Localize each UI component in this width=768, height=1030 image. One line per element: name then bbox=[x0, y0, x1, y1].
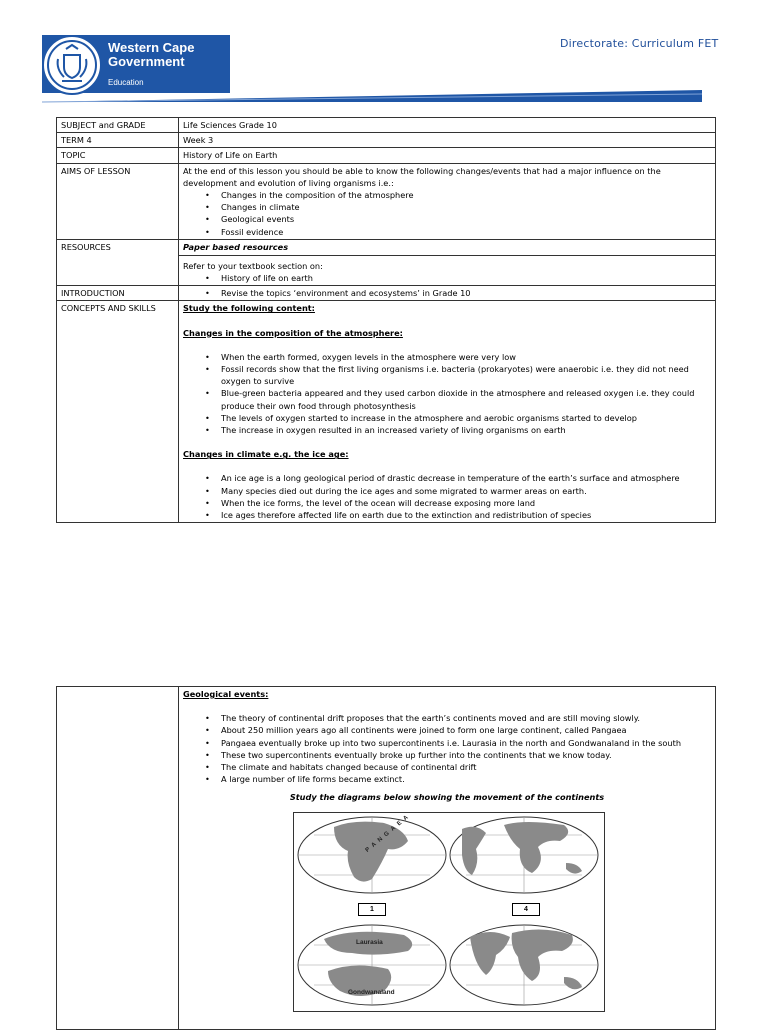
topic-label: TOPIC bbox=[57, 148, 179, 163]
wcg-logo bbox=[42, 35, 230, 93]
list-item: • Pangaea eventually broke up into two supercontinents i.e. Laurasia in the north and Gondwanaland in the south bbox=[221, 737, 711, 749]
term-label: TERM 4 bbox=[57, 133, 179, 148]
geology-content bbox=[179, 687, 716, 1030]
list-item: • Fossil records show that the first living organisms i.e. bacteria (prokaryotes) were anaerobic i.e. they did not need oxygen to survive bbox=[221, 363, 711, 387]
resources-text: Paper based resources bbox=[183, 241, 289, 252]
table-row bbox=[57, 148, 716, 163]
list-item: • Many species died out during the ice ages and some migrated to warmer areas on earth. bbox=[221, 485, 711, 497]
topic-value: History of Life on Earth bbox=[179, 148, 716, 163]
aims-label: AIMS OF LESSON bbox=[57, 163, 179, 239]
intro-label: INTRODUCTION bbox=[57, 286, 179, 301]
header-swoosh bbox=[42, 86, 704, 104]
study-heading: Study the following content: bbox=[183, 303, 315, 314]
concepts-label: CONCEPTS AND SKILLS bbox=[57, 301, 179, 523]
aims-list bbox=[183, 189, 711, 238]
list-item: • These two supercontinents eventually broke up further into the continents that we know today. bbox=[221, 749, 711, 761]
list-item: • An ice age is a long geological period of drastic decrease in temperature of the earth’s surface and atmosphere bbox=[221, 472, 711, 484]
list-item: • The theory of continental drift proposes that the earth’s continents moved and are still moving slowly. bbox=[221, 712, 711, 724]
refer-list bbox=[183, 272, 711, 284]
geology-table bbox=[56, 686, 716, 1030]
continental-drift-diagram bbox=[293, 812, 605, 1012]
diagram-caption: Study the diagrams below showing the movement of the continents bbox=[289, 792, 605, 803]
concepts-content bbox=[179, 301, 716, 523]
list-item: • Fossil evidence bbox=[221, 226, 711, 238]
list-item: • The increase in oxygen resulted in an increased variety of living organisms on earth bbox=[221, 424, 711, 436]
list-item: • Blue-green bacteria appeared and they used carbon dioxide in the atmosphere and released oxygen i.e. they could produce their own food through photosynthesis bbox=[221, 387, 711, 411]
subject-label: SUBJECT and GRADE bbox=[57, 118, 179, 133]
laurasia-label: Laurasia bbox=[356, 938, 383, 946]
list-item: • Revise the topics ‘environment and ecosystems’ in Grade 10 bbox=[221, 287, 711, 299]
list-item: • The climate and habitats changed because of continental drift bbox=[221, 761, 711, 773]
aims-content bbox=[179, 163, 716, 239]
atmosphere-heading: Changes in the composition of the atmosphere: bbox=[183, 327, 403, 338]
empty-label-cell bbox=[57, 687, 179, 1030]
logo-line-2: Government bbox=[108, 54, 185, 69]
map-number-1: 1 bbox=[358, 903, 386, 916]
lesson-table bbox=[56, 117, 716, 523]
globe-map-4 bbox=[450, 817, 598, 893]
list-item: • About 250 million years ago all continents were joined to form one large continent, called Pangaea bbox=[221, 724, 711, 736]
table-row bbox=[57, 133, 716, 148]
table-row bbox=[57, 286, 716, 301]
table-row bbox=[57, 118, 716, 133]
refer-content bbox=[179, 255, 716, 285]
climate-list bbox=[183, 472, 711, 521]
directorate-title: Directorate: Curriculum FET bbox=[560, 37, 719, 50]
list-item: • A large number of life forms became extinct. bbox=[221, 773, 711, 785]
list-item: • Geological events bbox=[221, 213, 711, 225]
gondwanaland-label: Gondwanaland bbox=[348, 988, 395, 996]
geology-list bbox=[183, 712, 711, 785]
intro-content bbox=[179, 286, 716, 301]
table-row bbox=[57, 687, 716, 1030]
atmosphere-list bbox=[183, 351, 711, 436]
pangaea-label: PANGAEA bbox=[364, 811, 413, 854]
aims-intro: At the end of this lesson you should be able to know the following changes/events that had a major influence on the development and evolution of living organisms i.e.: bbox=[183, 165, 661, 188]
table-row bbox=[57, 301, 716, 523]
list-item: • The levels of oxygen started to increase in the atmosphere and aerobic organisms started to develop bbox=[221, 412, 711, 424]
resources-label: RESOURCES bbox=[57, 239, 179, 285]
list-item: • Changes in the composition of the atmosphere bbox=[221, 189, 711, 201]
globe-map-3 bbox=[450, 925, 598, 1005]
subject-value: Life Sciences Grade 10 bbox=[179, 118, 716, 133]
intro-list bbox=[183, 287, 711, 299]
logo-line-3: Education bbox=[108, 78, 144, 87]
logo-line-1: Western Cape bbox=[108, 40, 195, 55]
map-number-4: 4 bbox=[512, 903, 540, 916]
list-item: • When the ice forms, the level of the ocean will decrease exposing more land bbox=[221, 497, 711, 509]
refer-text: Refer to your textbook section on: bbox=[183, 260, 323, 271]
list-item: • Changes in climate bbox=[221, 201, 711, 213]
list-item: • History of life on earth bbox=[221, 272, 711, 284]
table-row bbox=[57, 239, 716, 255]
term-value: Week 3 bbox=[179, 133, 716, 148]
geology-heading: Geological events: bbox=[183, 689, 269, 699]
resources-value bbox=[179, 239, 716, 255]
list-item: • Ice ages therefore affected life on earth due to the extinction and redistribution of species bbox=[221, 509, 711, 521]
climate-heading: Changes in climate e.g. the ice age: bbox=[183, 449, 349, 460]
table-row bbox=[57, 163, 716, 239]
list-item: • When the earth formed, oxygen levels in the atmosphere were very low bbox=[221, 351, 711, 363]
